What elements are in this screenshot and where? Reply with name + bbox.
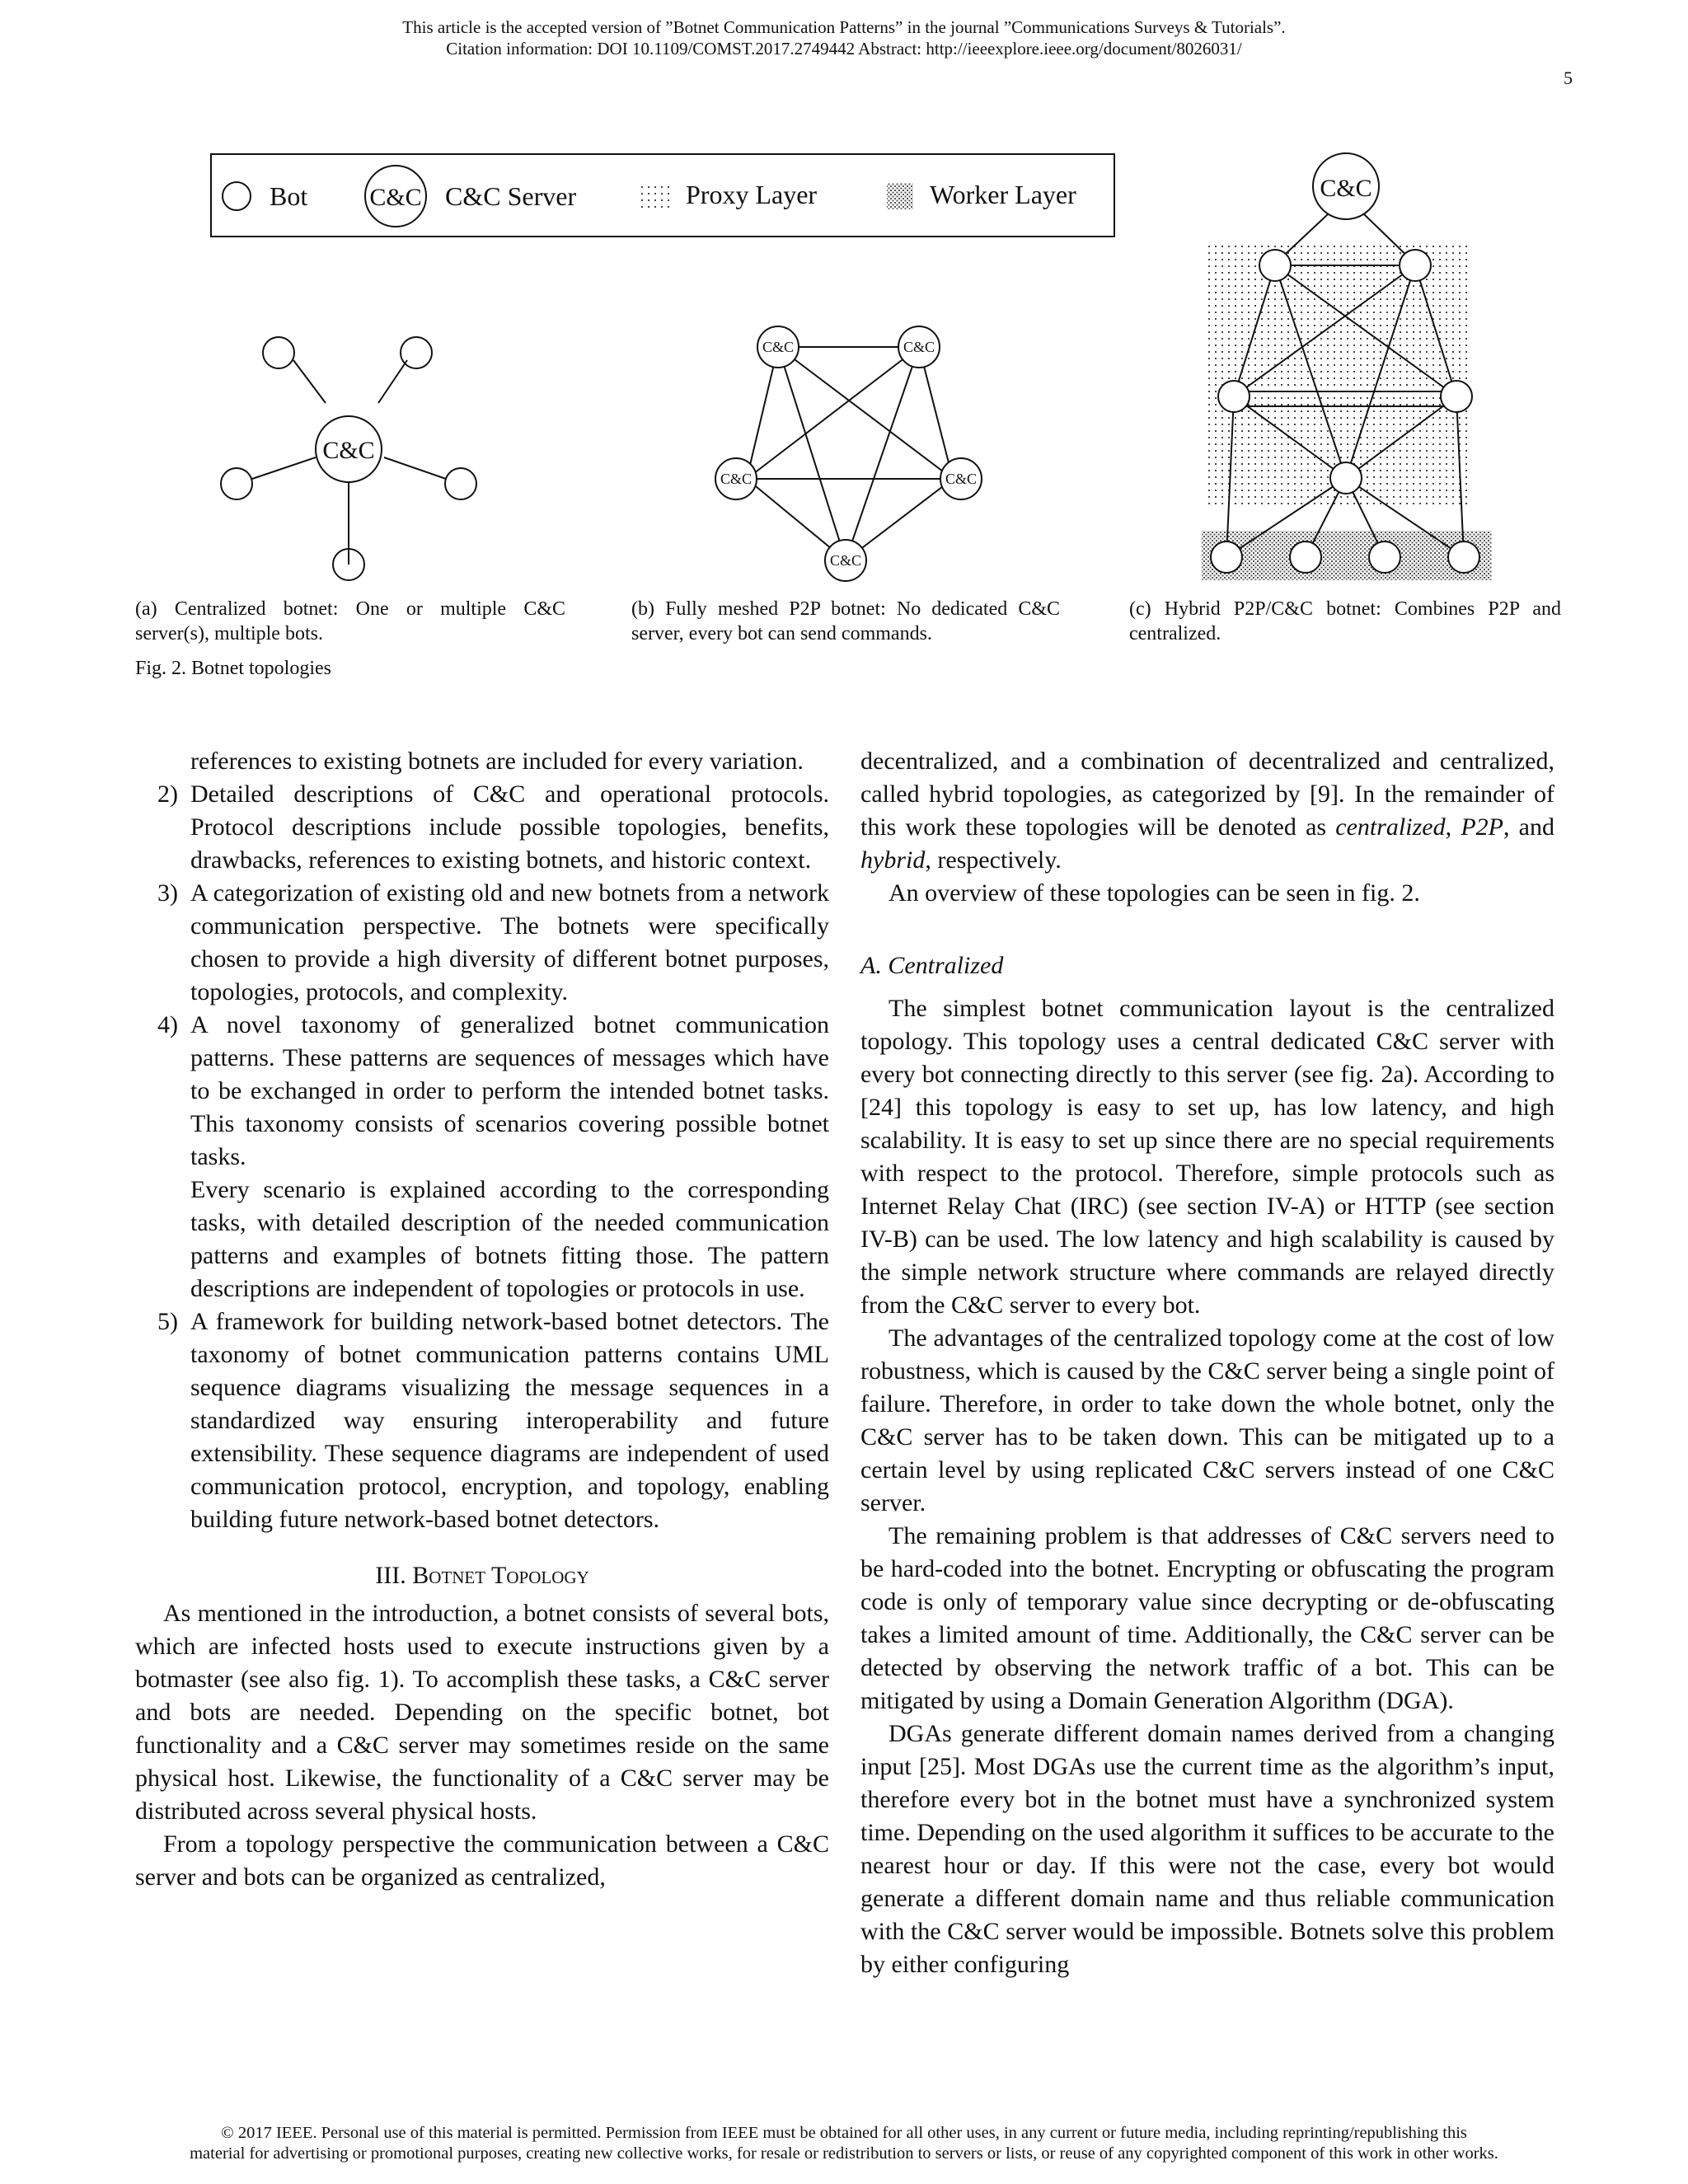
paragraph-continuation (860, 745, 1554, 877)
text-run: decentralized, and a combination of decentralized and centralized, called hybrid topologies, as categorized by [9]. In the remainder of this work these topologies will be denoted as (860, 748, 1554, 841)
text-run: , respectively. (925, 846, 1062, 874)
figure-legend (211, 154, 1114, 237)
item-number: 2) (157, 780, 178, 808)
section-heading (135, 1559, 829, 1592)
term-hybrid: hybrid (860, 846, 926, 874)
item-number: 3) (157, 879, 178, 907)
subcaption-b: (b) Fully meshed P2P botnet: No dedicated C&C server, every bot can send commands. (631, 598, 1060, 644)
item-number: 4) (157, 1011, 178, 1038)
right-column (860, 745, 1554, 1981)
item-number: 5) (157, 1308, 178, 1335)
figure-caption: Fig. 2. Botnet topologies (135, 658, 332, 679)
term-p2p: P2P (1461, 813, 1503, 841)
subsection-heading: A. Centralized (860, 952, 1004, 979)
paragraph: As mentioned in the introduction, a botnet consists of several bots, which are infected hosts used to execute instructions given by a botmaster (see also fig. 1). To accomplish these tasks, a C&C server and bots are needed. Depending on the specific botnet, bot functionality and a C&C server may sometimes reside on the same physical host. Likewise, the functionality of a C&C server may be distributed across several physical hosts. (135, 1600, 829, 1825)
left-column (135, 745, 829, 1894)
legend-bot-icon (223, 182, 251, 210)
p2p-topology-diagram (715, 326, 982, 581)
legend-proxy-label: Proxy Layer (686, 180, 818, 209)
item-text: A categorization of existing old and new botnets from a network communication perspective. The botnets were specifically chosen to provide a high diversity of different botnet purposes, topologies, protocols, and complexity. (190, 879, 829, 1005)
paragraph: The remaining problem is that addresses of C&C servers need to be hard-coded into the botnet. Encrypting or obfuscating the program code is only of temporary value since decrypting or de-obfuscating takes a limited amount of time. Additionally, the C&C server can be detected by observing the network traffic of a bot. This can be mitigated by using a Domain Generation Algorithm (DGA). (860, 1522, 1554, 1714)
running-header-line2: Citation information: DOI 10.1109/COMST.2017.2749442 Abstract: http://ieeexplore.ieee.org/document/8026031/ (446, 39, 1242, 59)
item-text: A novel taxonomy of generalized botnet communication patterns. These patterns are sequences of messages which have to be exchanged in order to perform the intended botnet tasks. This taxonomy consists of scenarios covering possible botnet tasks. (190, 1011, 829, 1170)
paragraph: The simplest botnet communication layout is the centralized topology. This topology uses a central dedicated C&C server with every bot connecting directly to this server (see fig. 2a). According to [24] this topology is easy to set up, has low latency, and high scalability. It is easy to set up since there are no special requirements with respect to the protocol. Therefore, simple protocols such as Internet Relay Chat (IRC) (see section IV-A) or HTTP (see section IV-B) can be used. The low latency and high scalability is caused by the simple network structure where commands are relayed directly from the C&C server to every bot. (860, 995, 1554, 1319)
hybrid-cc-label: C&C (1320, 175, 1372, 202)
contribution-item-5 (135, 1305, 829, 1536)
legend-bot-label: Bot (270, 181, 308, 211)
contribution-item-4 (135, 1009, 829, 1174)
text-run: , and (1503, 813, 1554, 841)
footer-line2: material for advertising or promotional purposes, creating new collective works, for resale or redistribution to servers or lists, or reuse of any copyrighted component of this work in other works. (190, 2144, 1498, 2163)
p2p-node-label: C&C (945, 471, 978, 487)
legend-proxy-swatch (640, 183, 669, 209)
copyright-footer (0, 2123, 1688, 2164)
paragraph: DGAs generate different domain names derived from a changing input [25]. Most DGAs use the current time as the algorithm’s input, therefore every bot in the botnet must have a synchronized system time. Depending on the used algorithm it suffices to be accurate to the nearest hour or day. If this were not the case, every bot would generate a different domain name and thus reliable communication with the C&C server would be impossible. Botnets solve this problem by either configuring (860, 1720, 1554, 1978)
section-number: III. (375, 1562, 406, 1589)
running-header-line1: This article is the accepted version of ”Botnet Communication Patterns” in the journal ”Communications Surveys & Tutorials”. (402, 17, 1286, 37)
item-text: A framework for building network-based botnet detectors. The taxonomy of botnet communication patterns contains UML sequence diagrams visualizing the message sequences in a standardized way ensuring interoperability and future extensibility. These sequence diagrams are independent of used communication protocol, encryption, and topology, enabling building future network-based botnet detectors. (190, 1308, 829, 1533)
page-number: 5 (1564, 68, 1573, 88)
hybrid-topology-diagram (1202, 153, 1492, 580)
section-title: Botnet Topology (412, 1562, 589, 1589)
p2p-node-label: C&C (720, 471, 753, 487)
p2p-node-label: C&C (903, 339, 935, 355)
p2p-node-label: C&C (762, 339, 795, 355)
subcaption-a: (a) Centralized botnet: One or multiple C&C server(s), multiple bots. (135, 598, 565, 644)
legend-worker-swatch (887, 183, 913, 209)
centralized-cc-label: C&C (322, 437, 375, 464)
footer-line1: © 2017 IEEE. Personal use of this material is permitted. Permission from IEEE must be obtained for all other uses, in any current or future media, including reprinting/republishing this (221, 2124, 1467, 2142)
paragraph: The advantages of the centralized topology come at the cost of low robustness, which is caused by the C&C server being a single point of failure. Therefore, in order to take down the whole botnet, only the C&C server has to be taken down. This can be mitigated up to a certain level by using replicated C&C servers instead of one C&C server. (860, 1324, 1554, 1516)
contribution-item-3 (135, 877, 829, 1009)
contribution-item-2 (135, 778, 829, 877)
legend-worker-label: Worker Layer (930, 180, 1076, 209)
legend-cc-server-label: C&C Server (445, 181, 577, 211)
paragraph: From a topology perspective the communication between a C&C server and bots can be organized as centralized, (135, 1830, 829, 1891)
botnet-topologies-figure (0, 0, 1688, 593)
legend-cc-node-label: C&C (369, 184, 422, 211)
list-item-continuation: references to existing botnets are included for every variation. (190, 748, 804, 775)
subcaption-c: (c) Hybrid P2P/C&C botnet: Combines P2P and centralized. (1129, 598, 1561, 644)
p2p-node-label: C&C (829, 552, 862, 569)
term-centralized: centralized (1335, 813, 1446, 841)
text-run: , (1445, 813, 1461, 841)
item-text: Detailed descriptions of C&C and operational protocols. Protocol descriptions include possible topologies, benefits, drawbacks, references to existing botnets, and historic context. (190, 780, 829, 874)
contribution-item-4-extra: Every scenario is explained according to the corresponding tasks, with detailed description of the needed communication patterns and examples of botnets fitting those. The pattern descriptions are independent of topologies or protocols in use. (190, 1176, 829, 1302)
paragraph: An overview of these topologies can be seen in fig. 2. (889, 879, 1420, 907)
